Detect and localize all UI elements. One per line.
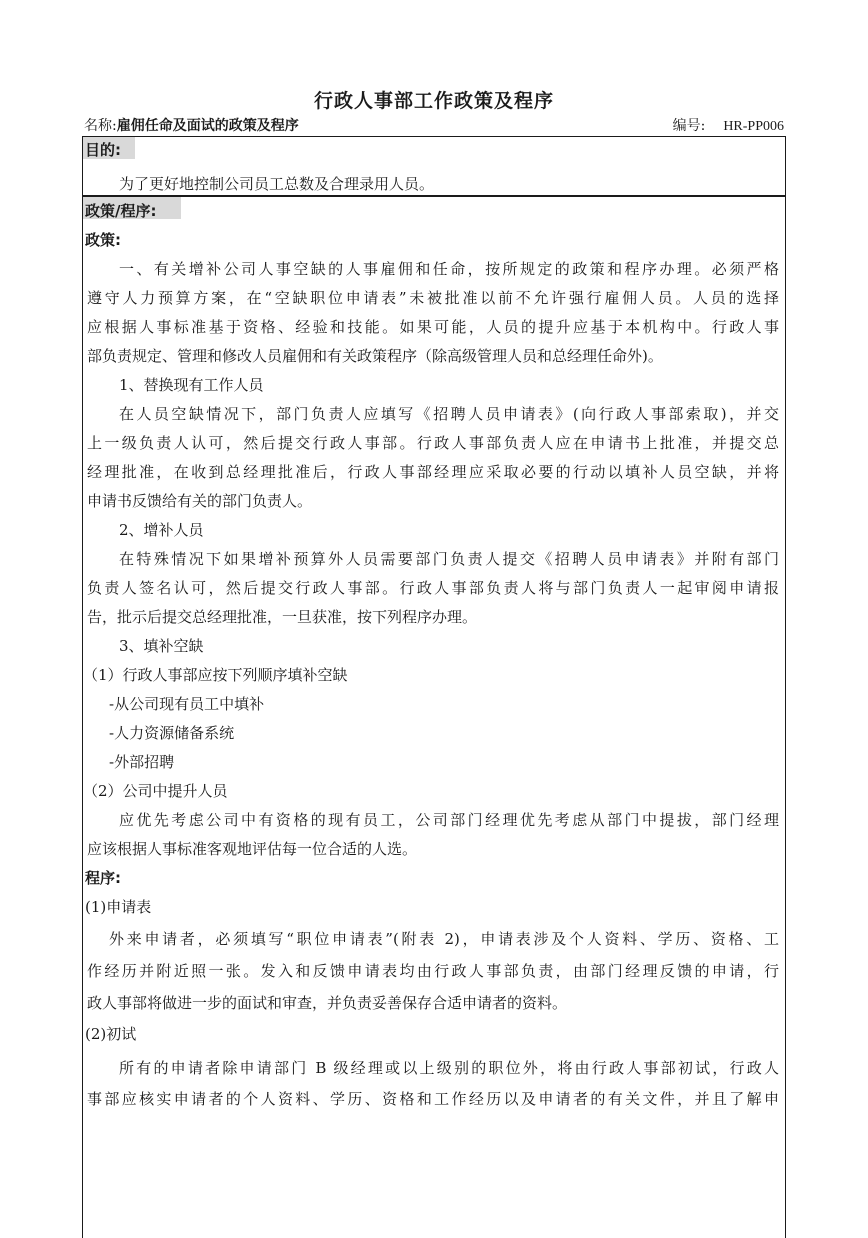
document-name-value: 雇佣任命及面试的政策及程序 xyxy=(116,118,299,134)
document-name xyxy=(84,117,299,135)
document-code xyxy=(673,117,784,136)
sub1-item: -人力资源储备系统 xyxy=(109,724,235,742)
item1-title: 1、替换现有工作人员 xyxy=(119,376,264,394)
document-name-label: 名称: xyxy=(84,118,117,134)
purpose-box xyxy=(82,136,786,196)
item1-line: 上一级负责人认可，然后提交行政人事部。行政人事部负责人应在申请书上批准，并提交总 xyxy=(87,434,779,452)
policy-para1-line: 一、有关增补公司人事空缺的人事雇佣和任命，按所规定的政策和程序办理。必须严格 xyxy=(119,260,779,278)
item2-line: 在特殊情况下如果增补预算外人员需要部门负责人提交《招聘人员申请表》并附有部门 xyxy=(119,550,779,568)
policy-box xyxy=(82,196,786,1238)
procedure-heading: 程序: xyxy=(85,869,121,887)
item2-title: 2、增补人员 xyxy=(119,521,204,539)
item1-line: 经理批准，在收到总经理批准后，行政人事部经理应采取必要的行动以填补人员空缺，并将 xyxy=(87,463,779,481)
item3-title: 3、填补空缺 xyxy=(119,637,204,655)
item1-line: 在人员空缺情况下，部门负责人应填写《招聘人员申请表》(向行政人事部索取)，并交 xyxy=(119,405,779,423)
document-code-label: 编号: xyxy=(672,118,706,134)
sub1-title: （1）行政人事部应按下列顺序填补空缺 xyxy=(83,666,348,684)
step1-line: 政人事部将做进一步的面试和审查，并负责妥善保存合适申请者的资料。 xyxy=(87,994,568,1012)
step2-title: (2)初试 xyxy=(85,1025,137,1043)
step1-title: (1)申请表 xyxy=(85,898,152,916)
document-meta xyxy=(84,117,784,135)
document-code-value: HR-PP006 xyxy=(723,119,784,134)
sub1-item: -外部招聘 xyxy=(109,753,175,771)
item2-line: 告，批示后提交总经理批准，一旦获准，按下列程序办理。 xyxy=(87,608,478,626)
sub2-line: 应该根据人事标准客观地评估每一位合适的人选。 xyxy=(87,840,418,858)
policy-para1-line: 遵守人力预算方案，在“空缺职位申请表”未被批准以前不允许强行雇佣人员。人员的选择 xyxy=(87,289,779,307)
step1-line: 外来申请者，必须填写“职位申请表”(附表 2)，申请表涉及个人资料、学历、资格、工 xyxy=(109,930,779,948)
purpose-text: 为了更好地控制公司员工总数及合理录用人员。 xyxy=(119,175,435,193)
sub2-title: （2）公司中提升人员 xyxy=(83,782,228,800)
policy-para1-line: 部负责规定、管理和修改人员雇佣和有关政策程序（除高级管理人员和总经理任命外)。 xyxy=(87,347,663,365)
item2-line: 负责人签名认可，然后提交行政人事部。行政人事部负责人将与部门负责人一起审阅申请报 xyxy=(87,579,779,597)
page-title: 行政人事部工作政策及程序 xyxy=(313,90,554,112)
section-heading: 政策/程序: xyxy=(85,202,157,220)
step1-line: 作经历并附近照一张。发入和反馈申请表均由行政人事部负责，由部门经理反馈的申请，行 xyxy=(87,962,779,980)
policy-heading: 政策: xyxy=(85,231,121,249)
item1-line: 申请书反馈给有关的部门负责人。 xyxy=(87,492,313,510)
step2-line: 事部应核实申请者的个人资料、学历、资格和工作经历以及申请者的有关文件，并且了解申 xyxy=(87,1090,779,1108)
sub1-item: -从公司现有员工中填补 xyxy=(109,695,265,713)
step2-line: 所有的申请者除申请部门 B 级经理或以上级别的职位外，将由行政人事部初试，行政人 xyxy=(119,1059,779,1077)
purpose-heading: 目的: xyxy=(85,141,121,159)
sub2-line: 应优先考虑公司中有资格的现有员工，公司部门经理优先考虑从部门中提拔，部门经理 xyxy=(119,811,779,829)
policy-para1-line: 应根据人事标准基于资格、经验和技能。如果可能，人员的提升应基于本机构中。行政人事 xyxy=(87,318,779,336)
